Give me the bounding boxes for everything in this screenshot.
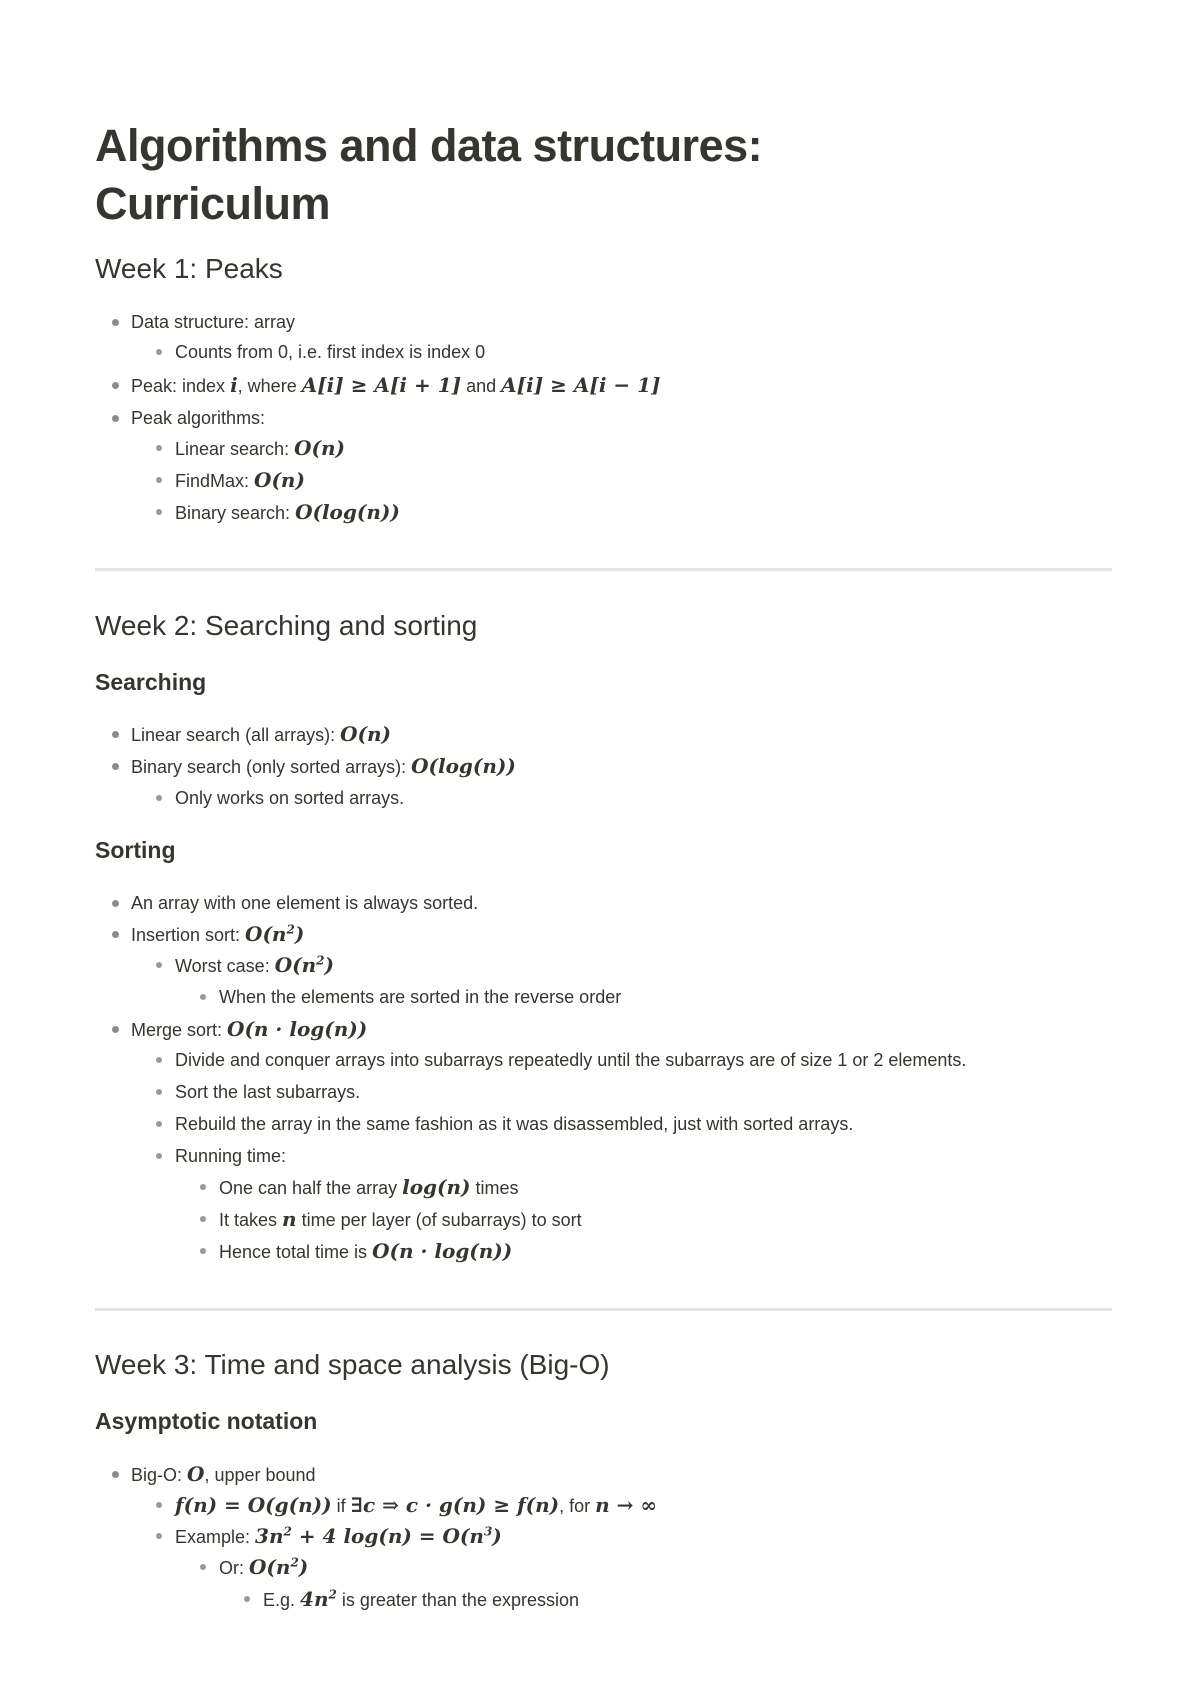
week3-heading: Week 3: Time and space analysis (Big-O): [95, 1349, 610, 1380]
math-peak-cond1: A[i] ≥ A[i + 1]: [301, 373, 462, 397]
page-title-line1: Algorithms and data structures:: [95, 120, 763, 171]
list-item: Big-O: O, upper bound: [131, 1462, 316, 1486]
page-title-line2: Curriculum: [95, 178, 331, 229]
page-title: [95, 117, 762, 233]
list-item: Binary search: O(log(n)): [175, 500, 400, 524]
list-item: Peak algorithms:: [131, 408, 266, 428]
list-item: Merge sort: O(n · log(n)): [131, 1017, 368, 1041]
list-item: It takes n time per layer (of subarrays) to sort: [219, 1207, 582, 1231]
list-item: Counts from 0, i.e. first index is index 0: [175, 342, 486, 362]
divider: [95, 1308, 1112, 1311]
list-item: Peak: index i, where A[i] ≥ A[i + 1] and A[i] ≥ A[i − 1]: [131, 373, 661, 397]
list-item: E.g. $4n^2$ is greater than the expression: [263, 1587, 579, 1611]
list-item: Binary search (only sorted arrays): O(log(n)): [131, 754, 516, 778]
math-i: i: [230, 373, 238, 397]
list-item: f(n) = O(g(n)) if ∃c ⇒ c · g(n) ≥ f(n), for n → ∞: [175, 1493, 658, 1517]
sorting-heading: Sorting: [95, 837, 176, 863]
list-item: Running time:: [175, 1146, 287, 1166]
week2-heading: Week 2: Searching and sorting: [95, 610, 478, 641]
list-item: Linear search: O(n): [175, 436, 345, 460]
list-item: An array with one element is always sorted.: [131, 893, 479, 913]
list-item: Data structure: array: [131, 312, 296, 332]
list-item: Insertion sort: $O(n^2)$: [131, 922, 305, 946]
math-peak-cond2: A[i] ≥ A[i − 1]: [501, 373, 661, 397]
week1-heading: Week 1: Peaks: [95, 253, 283, 284]
list-item: Or: $O(n^2)$: [219, 1555, 309, 1579]
list-item: Linear search (all arrays): O(n): [131, 722, 391, 746]
list-item: Worst case: $O(n^2)$: [175, 953, 334, 977]
list-item: When the elements are sorted in the reverse order: [219, 987, 622, 1007]
list-item: FindMax: O(n): [175, 468, 305, 492]
asymptotic-heading: Asymptotic notation: [95, 1408, 318, 1434]
searching-heading: Searching: [95, 669, 207, 695]
list-item: Sort the last subarrays.: [175, 1082, 361, 1102]
list-item: Hence total time is O(n · log(n)): [219, 1239, 513, 1263]
list-item: Rebuild the array in the same fashion as it was disassembled, just with sorted arrays.: [175, 1114, 854, 1134]
list-item: Example: $3n^2 + 4$ $\log(n) = O(n^3)$: [175, 1524, 502, 1548]
divider: [95, 568, 1112, 571]
list-item: One can half the array log(n) times: [219, 1175, 519, 1199]
list-item: Divide and conquer arrays into subarrays repeatedly until the subarrays are of size 1 or 2 elements.: [175, 1050, 967, 1070]
list-item: Only works on sorted arrays.: [175, 788, 405, 808]
